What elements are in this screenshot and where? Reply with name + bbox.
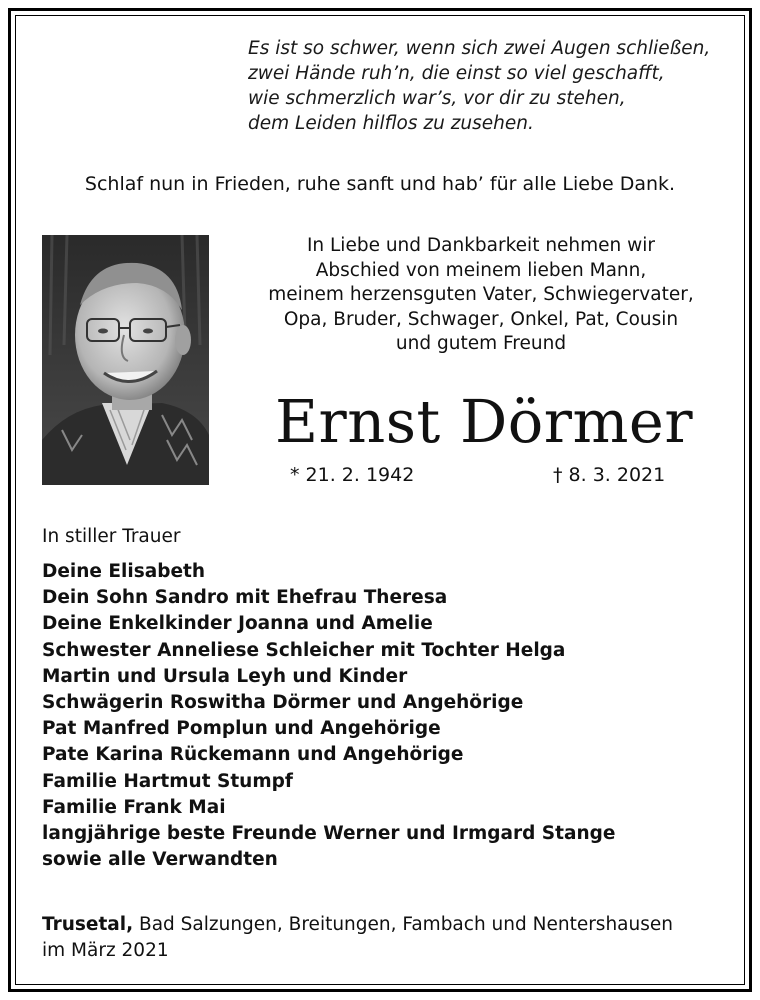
intro-line: und gutem Freund (395, 333, 567, 354)
farewell-intro (248, 234, 714, 357)
birth-date: * 21. 2. 1942 (290, 464, 415, 486)
mourning-intro: In stiller Trauer (42, 526, 181, 547)
intro-line: meinem herzensguten Vater, Schwiegervater, (268, 284, 694, 305)
mourner-line: Schwägerin Roswitha Dörmer und Angehörige (42, 692, 524, 714)
places-line (42, 912, 732, 938)
notice-date: im März 2021 (42, 940, 169, 961)
intro-line: Opa, Bruder, Schwager, Onkel, Pat, Cousin (283, 308, 679, 330)
main-town: Trusetal, (42, 914, 134, 935)
poem-line: zwei Hände ruh’n, die einst so viel geschafft, (248, 63, 665, 84)
mourner-line: Pate Karina Rückemann und Angehörige (42, 744, 464, 766)
poem-line: wie schmerzlich war’s, vor dir zu stehen, (248, 88, 626, 109)
mourner-line: Schwester Anneliese Schleicher mit Tochter Helga (42, 639, 566, 661)
poem-line: dem Leiden hilflos zu zusehen. (248, 113, 534, 134)
mourner-line: Dein Sohn Sandro mit Ehefrau Theresa (42, 587, 448, 609)
mourner-line: Familie Frank Mai (42, 796, 226, 818)
mourner-line: Deine Enkelkinder Joanna und Amelie (42, 613, 433, 635)
mourners-list (42, 559, 732, 873)
portrait-photo (42, 235, 209, 485)
death-date: † 8. 3. 2021 (553, 464, 666, 486)
mourner-line: Deine Elisabeth (42, 561, 206, 582)
other-towns: Bad Salzungen, Breitungen, Fambach und Nentershausen (133, 914, 673, 935)
mourner-line: sowie alle Verwandten (42, 849, 278, 871)
deceased-name: Ernst Dörmer (274, 387, 694, 456)
intro-line: Abschied von meinem lieben Mann, (315, 259, 647, 281)
mourner-line: Martin und Ursula Leyh und Kinder (42, 665, 408, 687)
motto: Schlaf nun in Frieden, ruhe sanft und hab’ für alle Liebe Dank. (84, 173, 676, 195)
mourner-line: langjährige beste Freunde Werner und Irmgard Stange (42, 823, 616, 845)
poem-line: Es ist so schwer, wenn sich zwei Augen schließen, (248, 38, 711, 59)
intro-line: In Liebe und Dankbarkeit nehmen wir (306, 235, 656, 256)
mourner-line: Familie Hartmut Stumpf (42, 770, 293, 792)
mourner-line: Pat Manfred Pomplun und Angehörige (42, 718, 441, 740)
poem (248, 36, 728, 136)
places-and-date (42, 912, 732, 964)
